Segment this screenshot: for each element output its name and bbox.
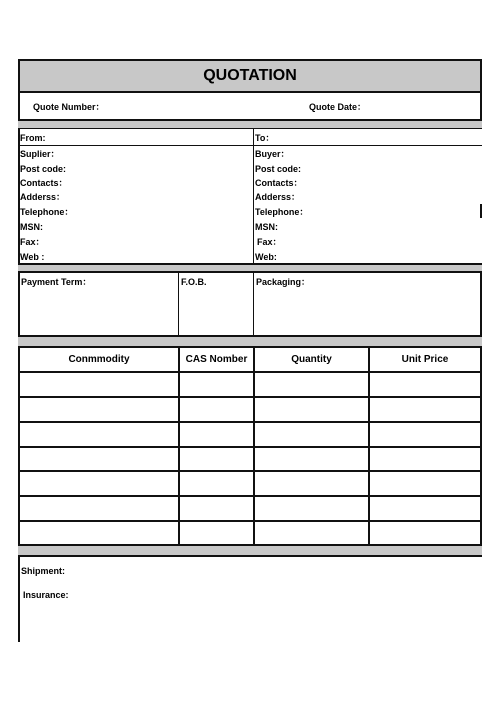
payment-term-label: Payment Term： (21, 277, 92, 287)
packaging-label: Packaging： (256, 277, 311, 287)
buyer-msn-label: MSN: (255, 222, 278, 232)
fob-label: F.O.B. (181, 277, 207, 287)
quote-number-label: Quote Number： (33, 102, 105, 112)
from-to-underline (18, 145, 482, 146)
from-label: From: (20, 133, 46, 143)
supplier-fax-label: Fax： (20, 237, 45, 247)
separator-bar-2 (18, 263, 482, 273)
from-to-divider (253, 129, 254, 264)
supplier-postcode-label: Post code: (20, 164, 67, 174)
table-row (18, 421, 482, 423)
insurance-label: Insurance: (23, 590, 69, 600)
buyer-label: Buyer： (255, 149, 290, 159)
header-quantity: Quantity (291, 354, 332, 365)
supplier-contacts-label: Contacts： (20, 178, 68, 188)
header-commodity: Conmmodity (68, 354, 130, 365)
table-row (18, 520, 482, 522)
buyer-fax-label: Fax： (257, 237, 282, 247)
supplier-msn-label: MSN: (20, 222, 43, 232)
table-row (18, 371, 482, 373)
separator-bar-3 (18, 337, 482, 346)
supplier-address-label: Adderss： (20, 192, 66, 202)
quote-date-label: Quote Date： (309, 102, 367, 112)
terms-divider-1 (178, 273, 179, 337)
table-row (18, 396, 482, 398)
buyer-postcode-label: Post code: (255, 164, 302, 174)
supplier-web-label: Web : (20, 252, 45, 262)
supplier-telephone-label: Telephone： (20, 207, 74, 217)
header-cas-number: CAS Nomber (185, 354, 248, 365)
to-label: To： (255, 133, 275, 143)
shipment-label: Shipment: (21, 566, 65, 576)
buyer-contacts-label: Contacts： (255, 178, 303, 188)
right-tick (480, 204, 482, 218)
table-row (18, 495, 482, 497)
buyer-web-label: Web: (255, 252, 277, 262)
separator-bar-1 (18, 119, 482, 129)
buyer-address-label: Adderss： (255, 192, 301, 202)
header-unit-price: Unit Price (401, 354, 449, 365)
terms-divider-2 (253, 273, 254, 337)
buyer-telephone-label: Telephone： (255, 207, 309, 217)
supplier-label: Suplier： (20, 149, 60, 159)
separator-bar-4 (18, 546, 482, 557)
page-title: QUOTATION (203, 67, 297, 84)
table-row (18, 446, 482, 448)
right-border-top (480, 92, 482, 120)
table-row (18, 470, 482, 472)
